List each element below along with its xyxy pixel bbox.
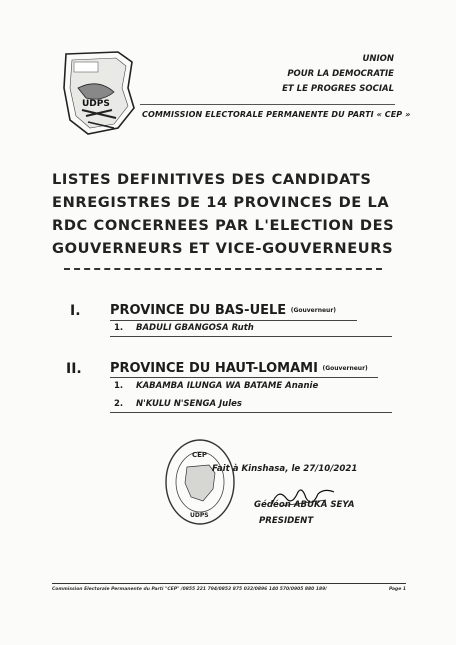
party-line-1: UNION: [362, 54, 394, 64]
signer-name: Gédéon ABUKA SEYA: [254, 500, 355, 510]
footer: [52, 587, 406, 592]
place-and-date: Fait à Kinshasa, le 27/10/2021: [212, 464, 358, 474]
candidate-index: 2.: [114, 399, 124, 409]
title-line-4: GOUVERNEURS ET VICE-GOUVERNEURS: [52, 240, 394, 257]
commission-name: COMMISSION ELECTORALE PERMANENTE DU PARTI « CEP »: [142, 110, 411, 119]
section-1-tag: (Gouverneur): [290, 307, 337, 314]
page-number: Page 1: [388, 587, 406, 592]
section-1-underline: [110, 320, 357, 321]
signer-role: PRESIDENT: [259, 516, 314, 526]
party-stamp-icon: [163, 437, 237, 527]
section-2-tag: (Gouverneur): [322, 365, 368, 372]
title-line-2: ENREGISTRES DE 14 PROVINCES DE LA: [52, 194, 390, 211]
party-line-2: POUR LA DEMOCRATIE: [287, 69, 394, 79]
candidate-index: 1.: [114, 381, 124, 391]
logo-text: UDPS: [82, 99, 110, 109]
section-1-candidate-underline: [110, 336, 392, 337]
candidate-name: BADULI GBANGOSA Ruth: [136, 323, 254, 333]
udps-logo-icon: [58, 48, 140, 140]
section-1-title-text: PROVINCE DU BAS-UELE: [110, 303, 287, 318]
section-1-number: I.: [70, 303, 81, 319]
section-1-candidate-1: [114, 323, 254, 333]
section-2-title-text: PROVINCE DU HAUT-LOMAMI: [110, 361, 318, 376]
footer-contact: Commission Electorale Permanente du Parti "CEP" /0855 221 794/0853 875 032/0896 140 570/0905 880 189/: [52, 587, 327, 592]
stamp-text: CEP: [192, 451, 208, 459]
section-2-underline: [110, 377, 378, 378]
party-line-3: ET LE PROGRES SOCIAL: [282, 84, 394, 94]
title-line-1: LISTES DEFINITIVES DES CANDIDATS: [52, 171, 372, 188]
header-divider: [140, 104, 395, 105]
section-2-candidate-1: [114, 381, 318, 391]
party-name: [282, 52, 394, 97]
footer-divider: [52, 583, 406, 584]
stamp-bottom-text: UDPS: [190, 512, 209, 519]
section-2-title: [110, 361, 368, 376]
title-dashed-divider: [64, 268, 382, 270]
section-2-candidate-underline: [110, 412, 392, 413]
document-title: [52, 168, 412, 260]
candidate-index: 1.: [114, 323, 124, 333]
section-1-title: [110, 303, 336, 318]
candidate-name: N'KULU N'SENGA Jules: [136, 399, 242, 409]
section-2-candidate-2: [114, 399, 242, 409]
candidate-name: KABAMBA ILUNGA WA BATAME Ananie: [136, 381, 319, 391]
title-line-3: RDC CONCERNEES PAR L'ELECTION DES: [52, 217, 395, 234]
section-2-number: II.: [66, 361, 82, 377]
